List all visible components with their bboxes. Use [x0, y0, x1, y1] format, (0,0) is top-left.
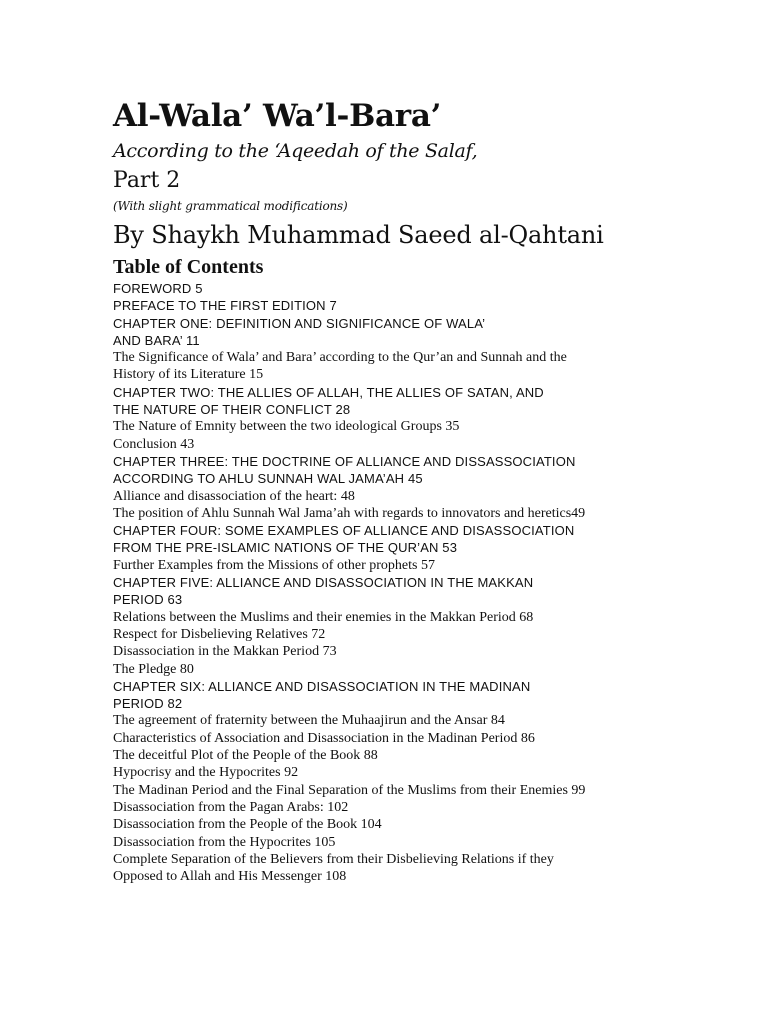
- toc-heading: Table of Contents: [113, 256, 264, 278]
- toc-entry-line: Conclusion 43: [113, 436, 195, 452]
- toc-entry-line: The Pledge 80: [113, 661, 194, 677]
- author-line: By Shaykh Muhammad Saeed al-Qahtani: [113, 221, 604, 249]
- toc-entry-line: CHAPTER THREE: THE DOCTRINE OF ALLIANCE AND DISSASSOCIATION: [113, 453, 576, 469]
- toc-entry-line: FROM THE PRE-ISLAMIC NATIONS OF THE QUR’AN 53: [113, 540, 458, 556]
- toc-entry-line: FOREWORD 5: [113, 281, 203, 296]
- table-of-contents: [113, 280, 673, 885]
- document-page: [113, 96, 673, 885]
- toc-entry-line: PERIOD 63: [113, 592, 183, 608]
- modification-note: (With slight grammatical modifications): [113, 199, 348, 213]
- toc-entry-line: Hypocrisy and the Hypocrites 92: [113, 765, 299, 781]
- toc-entry-line: AND BARA’ 11: [113, 332, 200, 348]
- toc-entry-line: CHAPTER SIX: ALLIANCE AND DISASSOCIATION IN THE MADINAN: [113, 678, 531, 694]
- document-title: Al-Wala’ Wa’l-Bara’: [113, 98, 442, 134]
- toc-entry-line: CHAPTER FIVE: ALLIANCE AND DISASSOCIATION IN THE MAKKAN: [113, 575, 534, 591]
- toc-entry-line: Characteristics of Association and Disassociation in the Madinan Period 86: [113, 730, 535, 746]
- toc-entry-line: The Nature of Emnity between the two ideological Groups 35: [113, 419, 460, 435]
- document-subtitle: According to the ‘Aqeedah of the Salaf,: [113, 140, 478, 162]
- part-label: Part 2: [113, 168, 181, 193]
- toc-entry-line: Respect for Disbelieving Relatives 72: [113, 626, 326, 642]
- toc-entry-line: CHAPTER ONE: DEFINITION AND SIGNIFICANCE OF WALA’: [113, 315, 486, 331]
- toc-entry-line: The Madinan Period and the Final Separation of the Muslims from their Enemies 99: [113, 782, 586, 798]
- toc-entry-line: CHAPTER FOUR: SOME EXAMPLES OF ALLIANCE AND DISASSOCIATION: [113, 523, 575, 539]
- toc-entry-line: Disassociation from the Pagan Arabs: 102: [113, 799, 349, 815]
- toc-entry-line: PERIOD 82: [113, 696, 183, 712]
- toc-entry-line: History of its Literature 15: [113, 367, 264, 383]
- toc-entry-line: THE NATURE OF THEIR CONFLICT 28: [113, 402, 351, 418]
- toc-entry-line: Alliance and disassociation of the heart: 48: [113, 488, 355, 504]
- toc-entry-line: The deceitful Plot of the People of the Book 88: [113, 748, 378, 764]
- toc-entry-line: Complete Separation of the Believers from their Disbelieving Relations if they: [113, 851, 554, 867]
- toc-entry-line: The Significance of Wala’ and Bara’ according to the Qur’an and Sunnah and the: [113, 350, 567, 366]
- toc-entry-line: The agreement of fraternity between the Muhaajirun and the Ansar 84: [113, 713, 505, 729]
- toc-entry-line: CHAPTER TWO: THE ALLIES OF ALLAH, THE ALLIES OF SATAN, AND: [113, 384, 544, 400]
- toc-entry-line: The position of Ahlu Sunnah Wal Jama’ah with regards to innovators and heretics49: [113, 505, 586, 521]
- toc-entry-line: ACCORDING TO AHLU SUNNAH WAL JAMA’AH 45: [113, 471, 423, 487]
- toc-entry-line: Relations between the Muslims and their enemies in the Makkan Period 68: [113, 609, 534, 625]
- toc-entry-line: Opposed to Allah and His Messenger 108: [113, 869, 347, 885]
- toc-entry-line: PREFACE TO THE FIRST EDITION 7: [113, 298, 337, 314]
- toc-entry-line: Disassociation from the Hypocrites 105: [113, 834, 336, 850]
- toc-entry-line: Further Examples from the Missions of other prophets 57: [113, 557, 435, 573]
- toc-entry-line: Disassociation in the Makkan Period 73: [113, 644, 337, 660]
- toc-entry-line: Disassociation from the People of the Book 104: [113, 817, 382, 833]
